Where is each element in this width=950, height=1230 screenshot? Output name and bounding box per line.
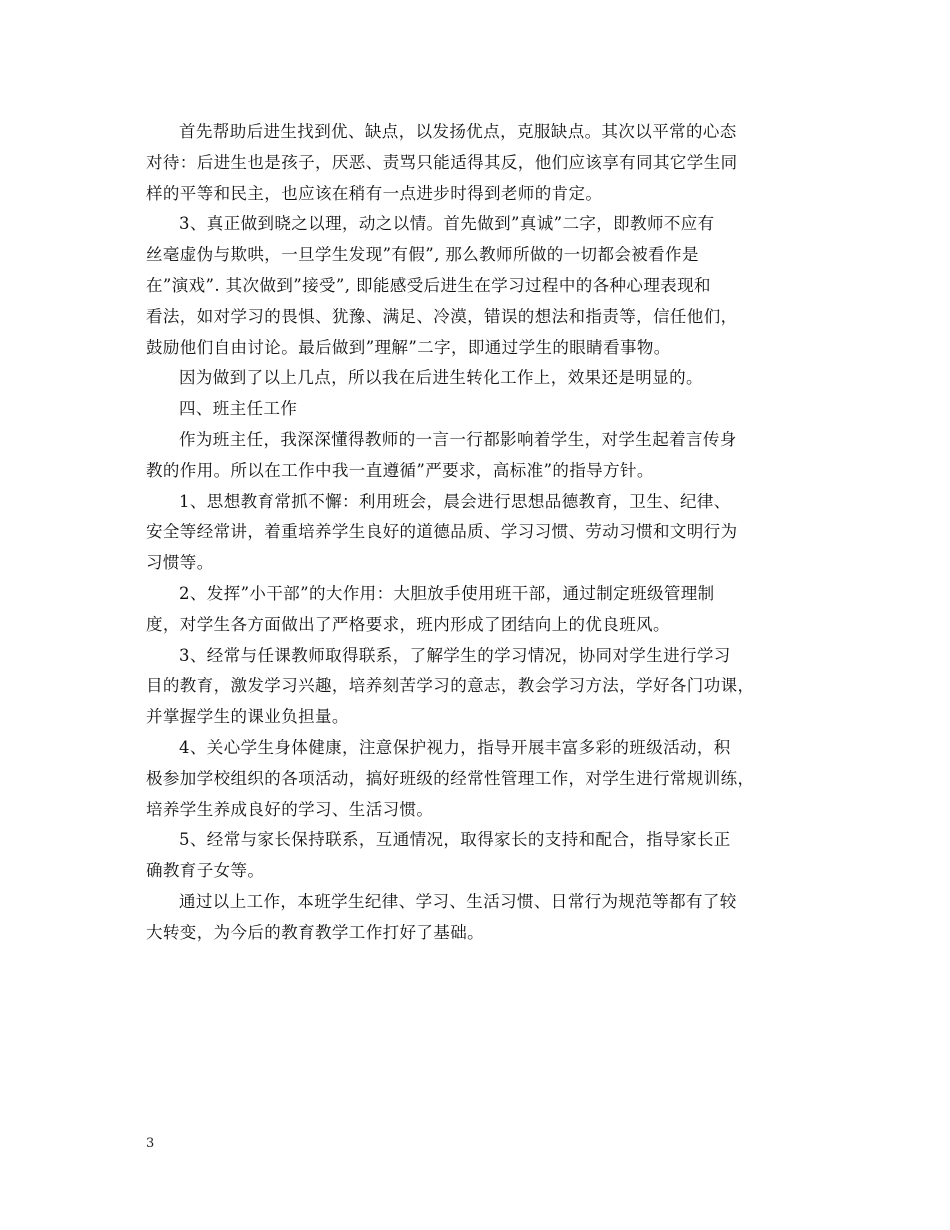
text-line: 并掌握学生的课业负担量。 bbox=[146, 707, 349, 727]
page-number: 3 bbox=[146, 1136, 155, 1151]
text-line: 极参加学校组织的各项活动，搞好班级的经常性管理工作，对学生进行常规训练， bbox=[146, 768, 755, 788]
text-line: 大转变，为今后的教育教学工作打好了基础。 bbox=[146, 922, 484, 942]
text-line: 培养学生养成良好的学习、生活习惯。 bbox=[146, 799, 434, 819]
body-text bbox=[146, 117, 806, 949]
text-line: 四、班主任工作 bbox=[179, 399, 298, 419]
text-line: 1、思想教育常抓不懈：利用班会，晨会进行思想品德教育，卫生、纪律、 bbox=[179, 491, 731, 511]
text-line: 教的作用。所以在工作中我一直遵循”严要求，高标准”的指导方针。 bbox=[146, 460, 654, 480]
text-line: 3、真正做到晓之以理，动之以情。首先做到”真诚”二字，即教师不应有 bbox=[179, 214, 715, 234]
text-line: 在”演戏”. 其次做到”接受”, 即能感受后进生在学习过程中的各种心理表现和 bbox=[146, 275, 711, 295]
text-line: 4、关心学生身体健康，注意保护视力，指导开展丰富多彩的班级活动，积 bbox=[179, 737, 731, 757]
text-line: 鼓励他们自由讨论。最后做到”理解”二字，即通过学生的眼睛看事物。 bbox=[146, 337, 671, 357]
text-line: 确教育子女等。 bbox=[146, 861, 265, 881]
text-line: 2、发挥”小干部”的大作用：大胆放手使用班干部，通过制定班级管理制 bbox=[179, 583, 715, 603]
text-line: 看法，如对学习的畏惧、犹豫、满足、冷漠，错误的想法和指责等，信任他们， bbox=[146, 306, 738, 326]
text-line: 样的平等和民主，也应该在稍有一点进步时得到老师的肯定。 bbox=[146, 183, 603, 203]
text-line: 安全等经常讲，着重培养学生良好的道德品质、学习习惯、劳动习惯和文明行为 bbox=[146, 522, 738, 542]
text-line: 因为做到了以上几点，所以我在后进生转化工作上，效果还是明显的。 bbox=[179, 368, 703, 388]
text-line: 对待：后进生也是孩子，厌恶、责骂只能适得其反，他们应该享有同其它学生同 bbox=[146, 152, 738, 172]
text-line: 5、经常与家长保持联系，互通情况，取得家长的支持和配合，指导家长正 bbox=[179, 830, 731, 850]
text-line: 首先帮助后进生找到优、缺点，以发扬优点，克服缺点。其次以平常的心态 bbox=[179, 122, 737, 141]
text-line: 习惯等。 bbox=[146, 553, 214, 573]
text-line: 目的教育，激发学习兴趣，培养刻苦学习的意志，教会学习方法，学好各门功课， bbox=[146, 676, 755, 696]
text-line: 作为班主任，我深深懂得教师的一言一行都影响着学生，对学生起着言传身 bbox=[179, 429, 737, 449]
text-line: 丝毫虚伪与欺哄，一旦学生发现”有假”, 那么教师所做的一切都会被看作是 bbox=[146, 245, 699, 265]
text-line: 通过以上工作，本班学生纪律、学习、生活习惯、日常行为规范等都有了较 bbox=[179, 891, 737, 911]
text-line: 3、经常与任课教师取得联系，了解学生的学习情况，协同对学生进行学习 bbox=[179, 645, 731, 665]
text-line: 度，对学生各方面做出了严格要求，班内形成了团结向上的优良班风。 bbox=[146, 614, 670, 634]
